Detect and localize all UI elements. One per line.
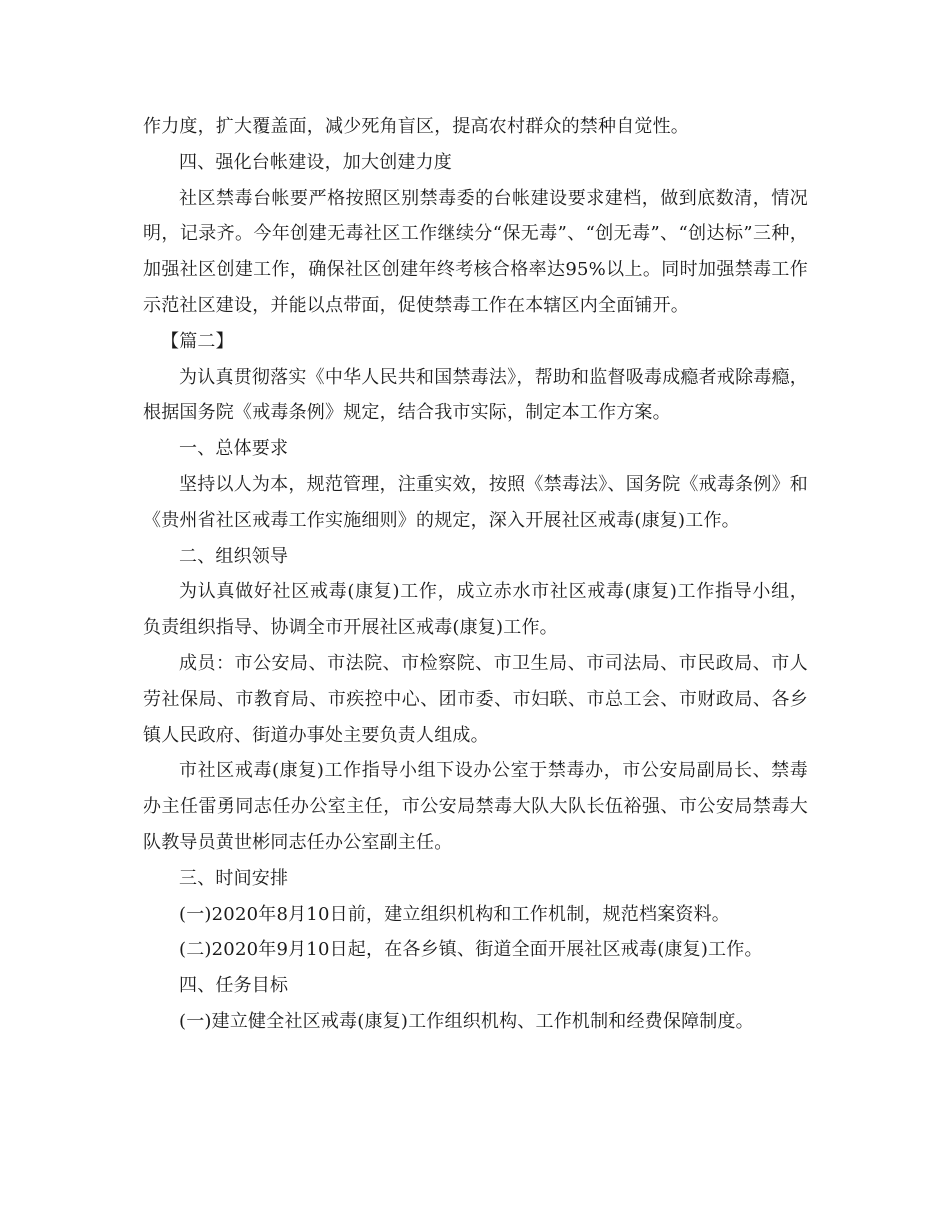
paragraph-task-goal-1: (一)建立健全社区戒毒(康复)工作组织机构、工作机制和经费保障制度。 (179, 1010, 754, 1032)
heading-task-goals: 四、任务目标 (179, 975, 289, 997)
paragraph-organization: 为认真做好社区戒毒(康复)工作，成立赤水市社区戒毒(康复)工作指导小组，负责组织指导、协调全市开展社区戒毒(康复)工作。 (143, 581, 808, 639)
heading-general-requirements: 一、总体要求 (179, 438, 289, 460)
paragraph-members: 成员：市公安局、市法院、市检察院、市卫生局、市司法局、市民政局、市人劳社保局、市教育局、市疾控中心、团市委、市妇联、市总工会、市财政局、各乡镇人民政府、街道办事处主要负责人组成。 (143, 652, 808, 746)
heading-organization: 二、组织领导 (179, 545, 289, 567)
paragraph-schedule-1: (一)2020年8月10日前，建立组织机构和工作机制，规范档案资料。 (179, 903, 731, 925)
paragraph-schedule-2: (二)2020年9月10日起，在各乡镇、街道全面开展社区戒毒(康复)工作。 (179, 939, 763, 961)
paragraph-office: 市社区戒毒(康复)工作指导小组下设办公室于禁毒办，市公安局副局长、禁毒办主任雷勇同志任办公室主任，市公安局禁毒大队大队长伍裕强、市公安局禁毒大队教导员黄世彬同志任办公室副主任。 (143, 760, 808, 853)
paragraph-general-requirements: 坚持以人为本，规范管理，注重实效，按照《禁毒法》、国务院《戒毒条例》和《贵州省社区戒毒工作实施细则》的规定，深入开展社区戒毒(康复)工作。 (143, 473, 808, 531)
section-marker-part-two: 【篇二】 (161, 330, 234, 352)
paragraph-ledger: 社区禁毒台帐要严格按照区别禁毒委的台帐建设要求建档，做到底数清，情况明，记录齐。今年创建无毒社区工作继续分“保无毒”、“创无毒”、“创达标”三种，加强社区创建工作，确保社区创建年终考核合格率达95%以上。同时加强禁毒工作示范社区建设，并能以点带面，促使禁毒工作在本辖区内全面铺开。 (143, 187, 808, 316)
document-body (143, 109, 808, 1040)
paragraph-continuation: 作力度，扩大覆盖面，减少死角盲区，提高农村群众的禁种自觉性。 (143, 116, 689, 137)
heading-schedule: 三、时间安排 (179, 867, 289, 889)
heading-strengthen-ledger: 四、强化台帐建设，加大创建力度 (179, 151, 452, 173)
paragraph-intro: 为认真贯彻落实《中华人民共和国禁毒法》，帮助和监督吸毒成瘾者戒除毒瘾，根据国务院《戒毒条例》规定，结合我市实际，制定本工作方案。 (143, 366, 808, 424)
